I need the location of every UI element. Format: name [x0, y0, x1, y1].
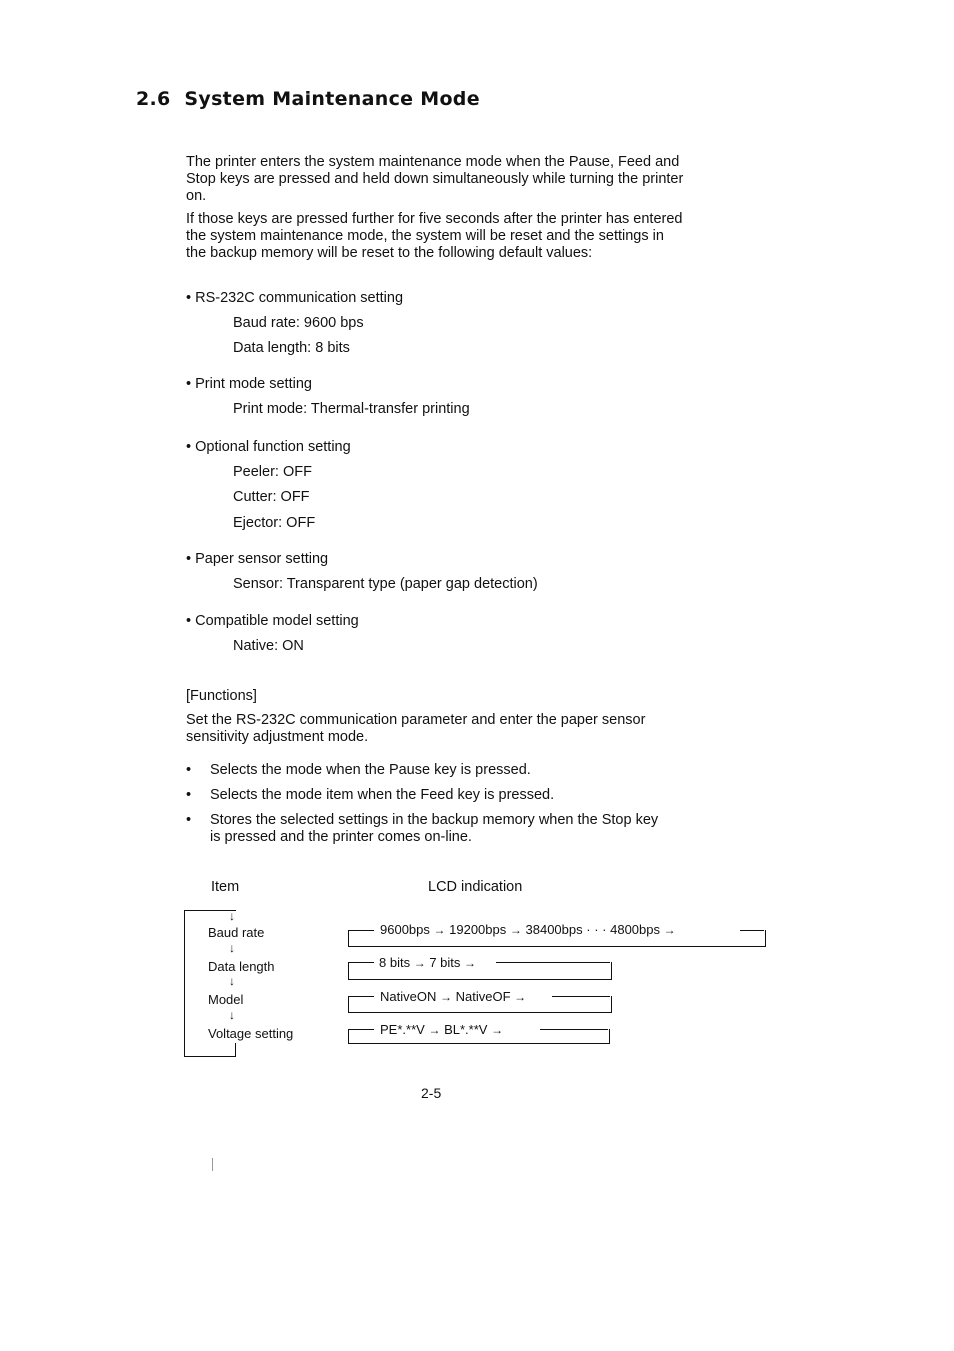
right-arrow-icon: →: [433, 923, 446, 937]
lcd-loop-end: [552, 996, 610, 997]
default-value-cutter: Cutter: OFF: [233, 489, 310, 505]
right-arrow-icon: →: [514, 990, 527, 1004]
right-arrow-icon: →: [464, 956, 477, 970]
lcd-loop-start: [348, 1029, 374, 1030]
lcd-loop-start: [348, 930, 374, 931]
default-heading-paper-sensor: • Paper sensor setting: [186, 551, 329, 567]
lcd-value: 4800bps: [610, 922, 660, 937]
lcd-value: 8 bits: [379, 955, 411, 970]
right-arrow-icon: →: [509, 923, 522, 937]
bullet-mark: •: [186, 812, 192, 828]
lcd-value: 19200bps: [449, 922, 507, 937]
item-baud-rate[interactable]: Baud rate: [208, 925, 265, 940]
lcd-row-baud-rate: [380, 922, 676, 937]
right-arrow-icon: →: [491, 1023, 504, 1037]
default-heading-print-mode: • Print mode setting: [186, 376, 312, 392]
intro-paragraph-1: The printer enters the system maintenance mode when the Pause, Feed and Stop keys are pressed and held down simultaneously while turning the printer on.: [186, 154, 684, 204]
item-model[interactable]: Model: [208, 992, 244, 1007]
lcd-value: PE*.**V: [380, 1022, 425, 1037]
loop-line-return: [235, 1043, 236, 1056]
item-voltage-setting[interactable]: Voltage setting: [208, 1026, 294, 1041]
function-bullet-3: Stores the selected settings in the backup memory when the Stop key is pressed and the printer comes on-line.: [210, 812, 659, 845]
lcd-value: BL*.**V: [444, 1022, 488, 1037]
down-arrow-icon: ↓: [229, 941, 235, 955]
function-bullet-2: Selects the mode item when the Feed key is pressed.: [210, 787, 555, 803]
default-heading-rs232c: • RS-232C communication setting: [186, 290, 404, 306]
right-arrow-icon: →: [439, 990, 452, 1004]
column-header-item: Item: [211, 879, 240, 895]
lcd-row-voltage: [380, 1022, 503, 1037]
right-arrow-icon: →: [413, 956, 426, 970]
lcd-loop-end: [540, 1029, 608, 1030]
section-title: [136, 88, 480, 110]
lcd-row-data-length: [379, 955, 476, 970]
default-heading-compatible-model: • Compatible model setting: [186, 613, 359, 629]
section-title-text: System Maintenance Mode: [184, 88, 480, 110]
down-arrow-icon: ↓: [229, 909, 235, 923]
intro-paragraph-2: If those keys are pressed further for five seconds after the printer has entered the system maintenance mode, the system will be reset and the settings in the backup memory will be reset to the following default values:: [186, 211, 683, 261]
right-arrow-icon: →: [428, 1023, 441, 1037]
default-value-sensor: Sensor: Transparent type (paper gap detection): [233, 576, 538, 592]
lcd-loop-start: [348, 996, 374, 997]
down-arrow-icon: ↓: [229, 1008, 235, 1022]
default-value-peeler: Peeler: OFF: [233, 464, 312, 480]
lcd-row-model: [380, 989, 526, 1004]
loop-line-bottom: [184, 1056, 236, 1057]
down-arrow-icon: ↓: [229, 974, 235, 988]
default-value-print-mode: Print mode: Thermal-transfer printing: [233, 401, 470, 417]
ellipsis: · · ·: [586, 922, 607, 937]
default-value-ejector: Ejector: OFF: [233, 515, 316, 531]
function-bullet-1: Selects the mode when the Pause key is pressed.: [210, 762, 531, 778]
right-arrow-icon: →: [663, 923, 676, 937]
lcd-loop-end: [496, 962, 610, 963]
column-header-lcd: LCD indication: [428, 879, 523, 895]
loop-line-left: [184, 910, 185, 1056]
default-value-data-length: Data length: 8 bits: [233, 340, 350, 356]
default-heading-optional-function: • Optional function setting: [186, 439, 351, 455]
default-value-baud-rate: Baud rate: 9600 bps: [233, 315, 364, 331]
functions-heading: [Functions]: [186, 688, 257, 704]
lcd-loop-end: [740, 930, 764, 931]
default-value-native: Native: ON: [233, 638, 304, 654]
lcd-value: 7 bits: [429, 955, 461, 970]
section-number: 2.6: [136, 88, 171, 110]
lcd-value: 9600bps: [380, 922, 430, 937]
bullet-mark: •: [186, 787, 192, 803]
lcd-value: 38400bps: [525, 922, 583, 937]
bullet-mark: •: [186, 762, 192, 778]
lcd-value: NativeON: [380, 989, 437, 1004]
lcd-loop-start: [348, 962, 374, 963]
margin-mark: [212, 1158, 213, 1171]
item-data-length[interactable]: Data length: [208, 959, 275, 974]
functions-description: Set the RS-232C communication parameter and enter the paper sensor sensitivity adjustment mode.: [186, 712, 646, 745]
lcd-value: NativeOF: [455, 989, 511, 1004]
page-number: 2-5: [421, 1085, 442, 1101]
